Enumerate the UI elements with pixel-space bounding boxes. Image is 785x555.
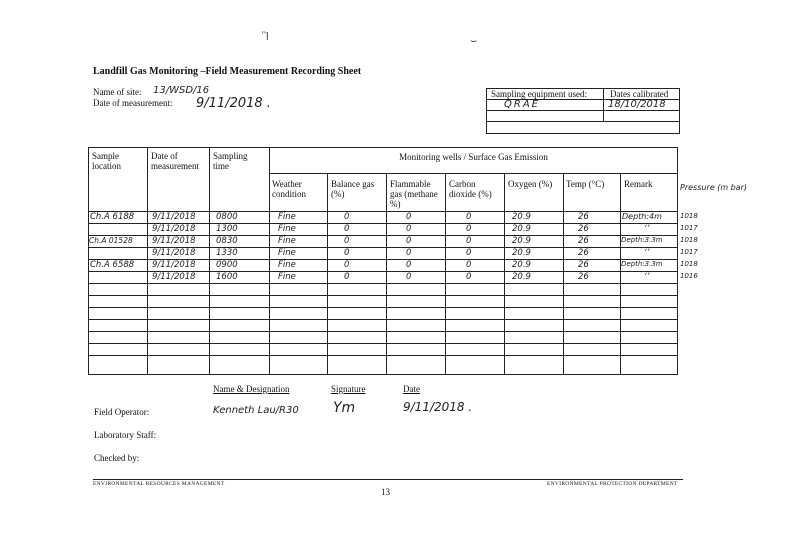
row-3-time: 0830 (216, 236, 238, 246)
header-remark: Remark (624, 179, 653, 189)
row-1-time: 0800 (216, 212, 238, 222)
header-sampling-time: Sampling time (213, 151, 248, 171)
row-5-oxygen: 20.9 (512, 260, 531, 270)
row-6-oxygen: 20.9 (512, 272, 531, 282)
dates-calibrated-header: Dates calibrated (610, 89, 669, 99)
row-1-location: Ch.A 6188 (90, 212, 135, 222)
top-scribble-left: Ἳ (262, 30, 269, 43)
row-4-balance: 0 (344, 248, 350, 258)
pressure-header-handwritten: Pressure (m bar) (680, 183, 748, 192)
row-1-balance: 0 (344, 212, 350, 222)
field-operator-label: Field Operator: (94, 407, 150, 417)
row-2-temp: 26 (578, 224, 589, 234)
row-5-temp: 26 (578, 260, 589, 270)
header-oxygen: Oxygen (%) (508, 179, 553, 189)
header-monitoring-group: Monitoring wells / Surface Gas Emission (399, 152, 548, 162)
row-2-flammable: 0 (406, 224, 412, 234)
row-6-time: 1600 (216, 272, 238, 282)
field-operator-date: 9/11/2018 . (403, 400, 473, 414)
row-3-pressure: 1018 (680, 236, 698, 244)
top-scribble-right: ⌣ (470, 34, 478, 47)
page-number: 13 (381, 487, 390, 497)
row-3-balance: 0 (344, 236, 350, 246)
row-1-temp: 26 (578, 212, 589, 222)
row-2-date: 9/11/2018 (152, 224, 196, 234)
field-operator-signature: Ym (333, 400, 356, 416)
row-1-remark: Depth:4m (622, 212, 662, 221)
row-3-oxygen: 20.9 (512, 236, 531, 246)
row-6-temp: 26 (578, 272, 589, 282)
row-4-remark: ‘’ (644, 248, 650, 258)
row-3-date: 9/11/2018 (152, 236, 196, 246)
site-label: Name of site: (93, 87, 142, 97)
header-sample-location: Sample location (92, 151, 121, 171)
footer-left: ENVIRONMENTAL RESOURCES MANAGEMENT (93, 481, 225, 487)
row-4-carbon: 0 (466, 248, 472, 258)
row-2-remark: ‘’ (644, 224, 650, 234)
row-4-temp: 26 (578, 248, 589, 258)
header-carbon-dioxide: Carbon dioxide (%) (449, 179, 492, 199)
row-1-pressure: 1018 (680, 212, 698, 220)
row-4-pressure: 1017 (680, 248, 698, 256)
row-1-date: 9/11/2018 (152, 212, 196, 222)
footer-right: ENVIRONMENTAL PROTECTION DEPARTMENT (547, 481, 678, 487)
row-4-oxygen: 20.9 (512, 248, 531, 258)
header-weather: Weather condition (272, 179, 306, 199)
row-5-location: Ch.A 6588 (90, 260, 135, 270)
row-3-weather: Fine (278, 236, 296, 246)
row-5-weather: Fine (278, 260, 296, 270)
row-3-temp: 26 (578, 236, 589, 246)
row-3-flammable: 0 (406, 236, 412, 246)
row-6-weather: Fine (278, 272, 296, 282)
lab-staff-label: Laboratory Staff: (94, 430, 157, 440)
row-5-date: 9/11/2018 (152, 260, 196, 270)
row-2-pressure: 1017 (680, 224, 698, 232)
header-flammable-gas: Flammable gas (methane %) (390, 179, 438, 209)
measurement-date-label: Date of measurement: (93, 98, 173, 108)
row-5-remark: Depth:3.3m (621, 260, 663, 268)
equipment-box (486, 88, 680, 134)
row-6-balance: 0 (344, 272, 350, 282)
row-1-weather: Fine (278, 212, 296, 222)
row-6-carbon: 0 (466, 272, 472, 282)
signoff-date-header: Date (403, 384, 420, 394)
row-5-carbon: 0 (466, 260, 472, 270)
row-5-flammable: 0 (406, 260, 412, 270)
row-2-oxygen: 20.9 (512, 224, 531, 234)
row-3-remark: Depth:3.3m (621, 236, 663, 244)
row-3-carbon: 0 (466, 236, 472, 246)
equipment-used-header: Sampling equipment used: (491, 89, 587, 99)
row-4-flammable: 0 (406, 248, 412, 258)
row-6-remark: ‘’ (644, 272, 650, 282)
row-1-carbon: 0 (466, 212, 472, 222)
sheet-title: Landfill Gas Monitoring –Field Measurement Recording Sheet (93, 66, 362, 77)
row-4-weather: Fine (278, 248, 296, 258)
row-4-time: 1330 (216, 248, 238, 258)
row-4-date: 9/11/2018 (152, 248, 196, 258)
row-5-time: 0900 (216, 260, 238, 270)
row-6-pressure: 1016 (680, 272, 698, 280)
row-2-weather: Fine (278, 224, 296, 234)
row-5-pressure: 1018 (680, 260, 698, 268)
measurement-date-value: 9/11/2018 . (196, 96, 271, 111)
header-balance-gas: Balance gas (%) (331, 179, 375, 199)
row-5-balance: 0 (344, 260, 350, 270)
calibration-date-value: 18/10/2018 (608, 99, 666, 110)
row-1-oxygen: 20.9 (512, 212, 531, 222)
row-1-flammable: 0 (406, 212, 412, 222)
checked-by-label: Checked by: (94, 453, 140, 463)
signoff-signature-header: Signature (331, 384, 366, 394)
header-temp: Temp (°C) (566, 179, 605, 189)
row-6-date: 9/11/2018 (152, 272, 196, 282)
footer-divider (93, 479, 683, 480)
row-2-balance: 0 (344, 224, 350, 234)
site-value: 13/WSD/16 (153, 85, 210, 96)
row-2-time: 1300 (216, 224, 238, 234)
equipment-used-value: QRAE (504, 99, 540, 110)
row-3-location: Ch.A 01528 (89, 236, 133, 245)
row-2-carbon: 0 (466, 224, 472, 234)
measurement-table (88, 147, 698, 375)
signoff-name-header: Name & Designation (213, 384, 290, 394)
row-6-flammable: 0 (406, 272, 412, 282)
header-date-of-measurement: Date of measurement (151, 151, 199, 171)
field-operator-name: Kenneth Lau/R30 (213, 405, 299, 416)
